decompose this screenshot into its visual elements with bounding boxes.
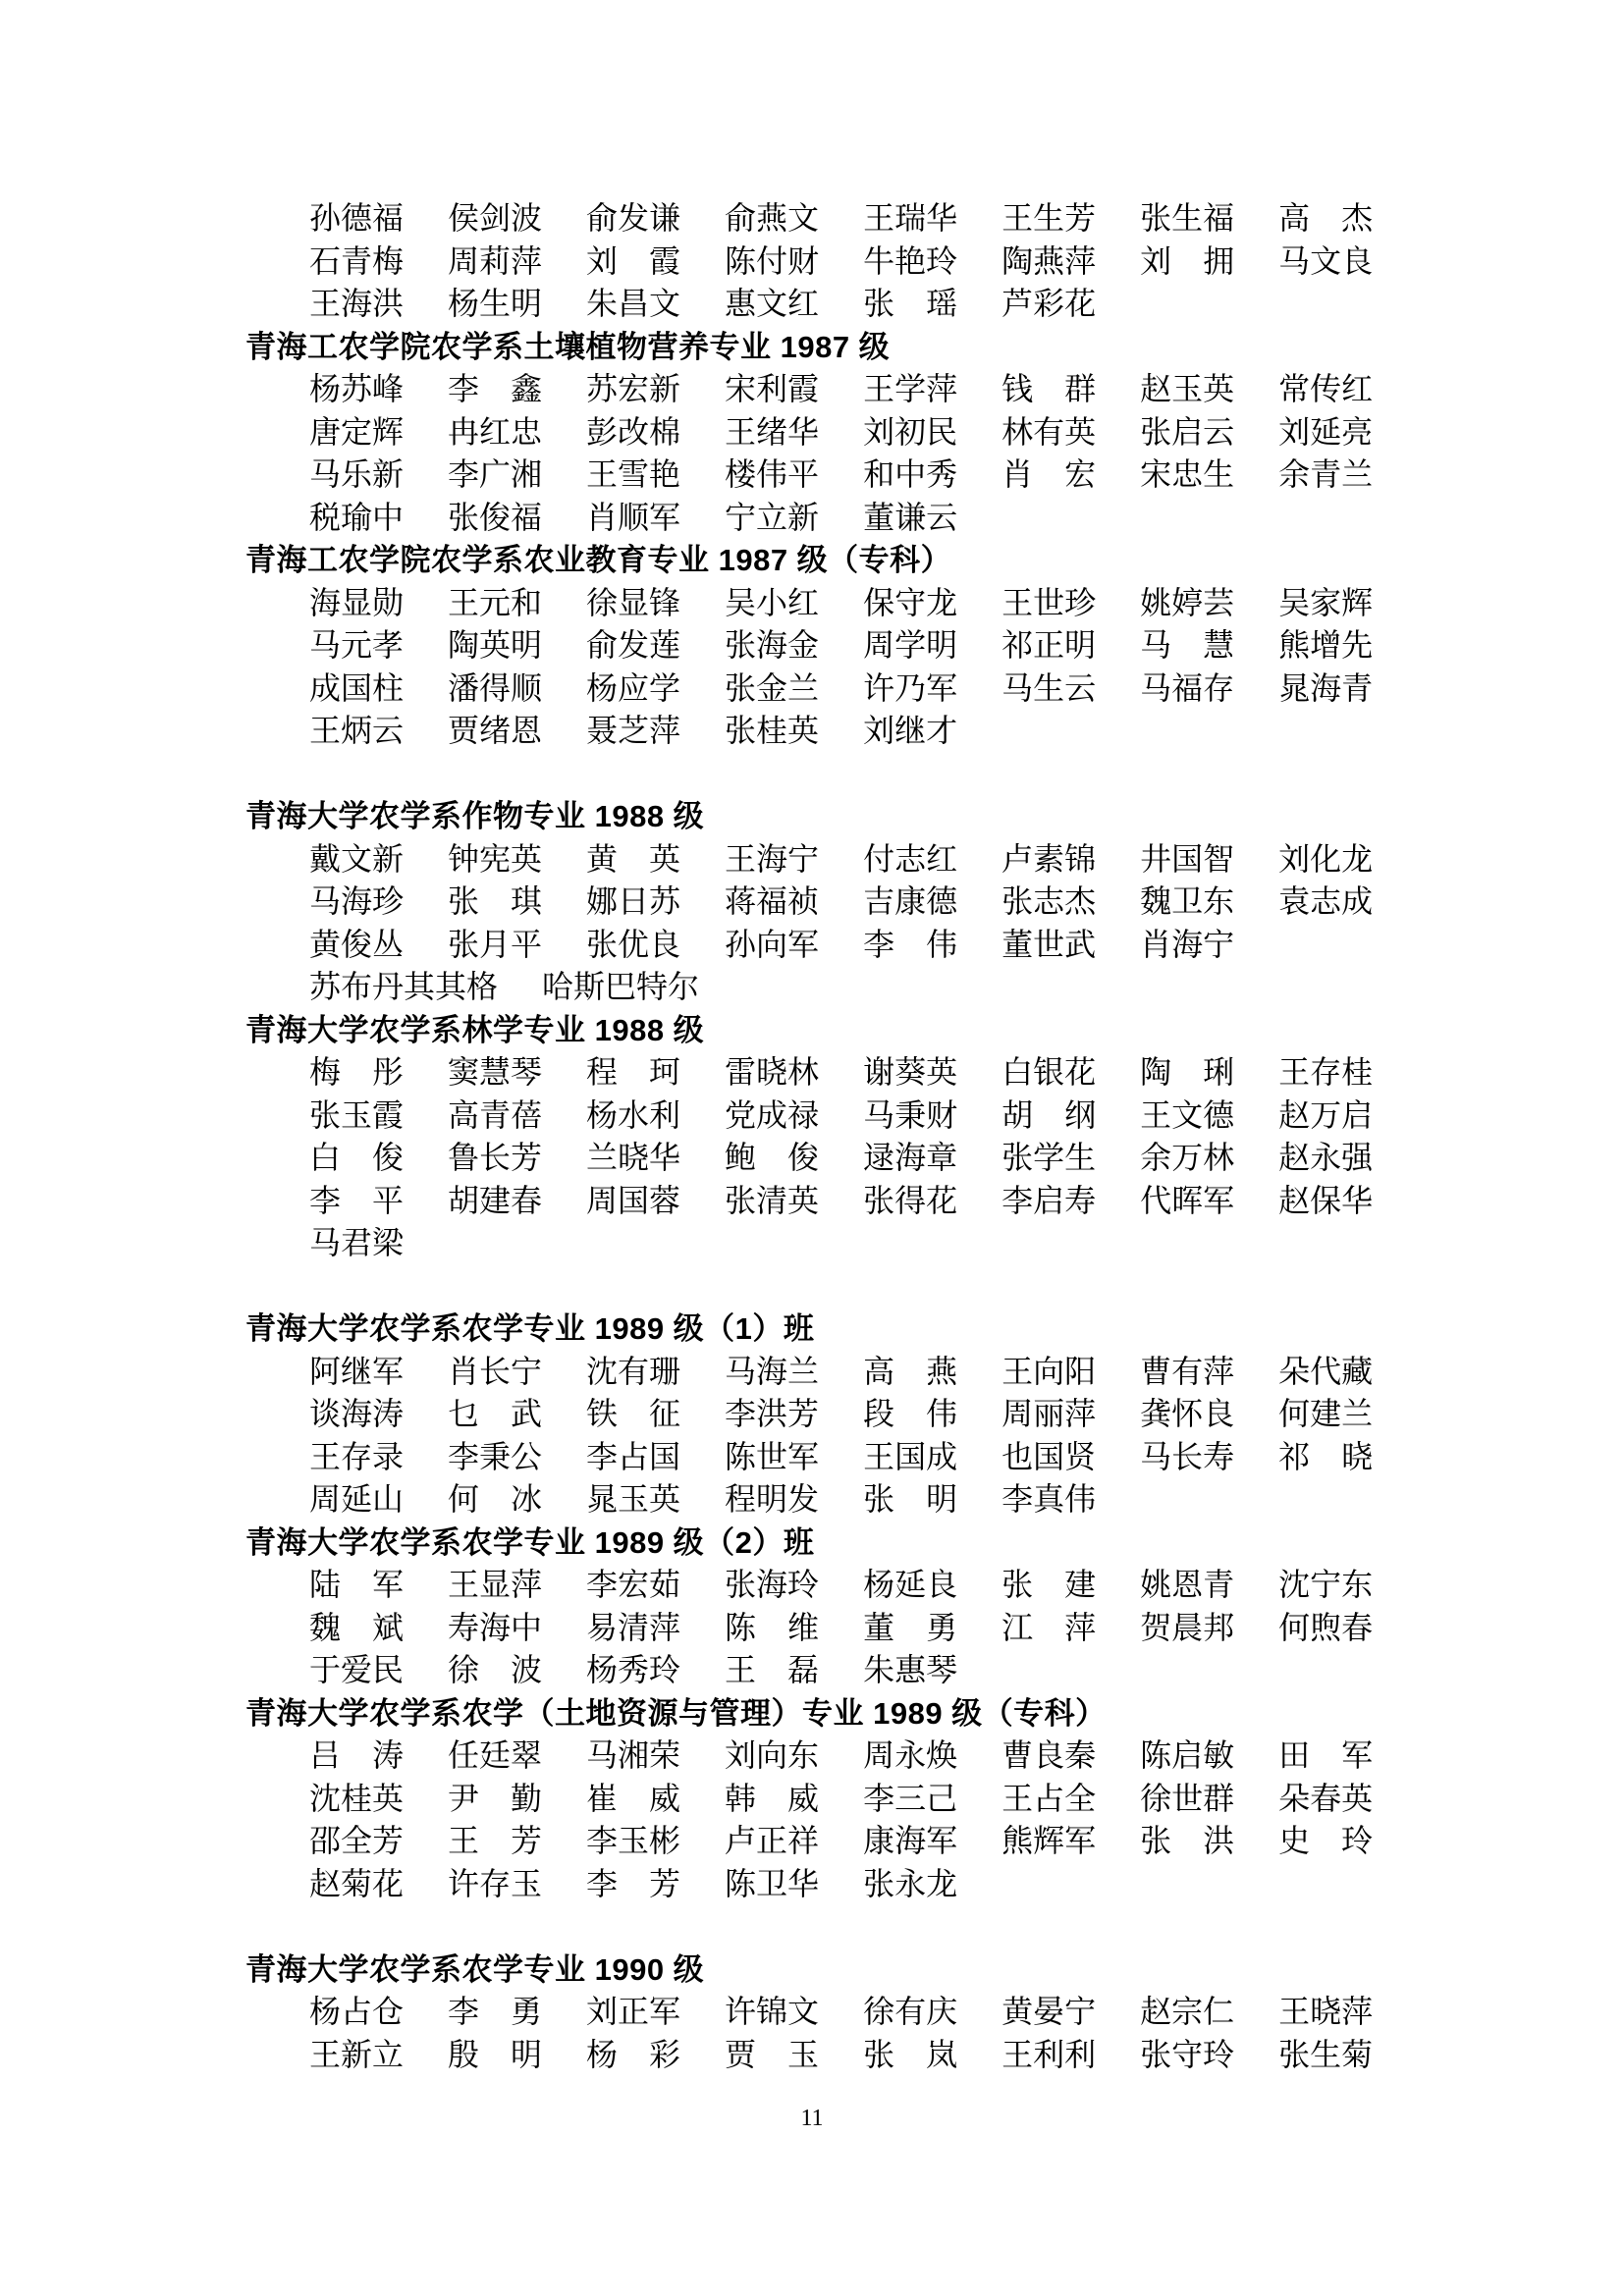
person-name: 邵全芳 [309,1823,405,1858]
person-name: 孙德福 [309,200,405,236]
person-name: 徐有庆 [863,1994,958,2029]
person-name: 李秉公 [448,1438,543,1474]
name-row [309,881,1506,924]
person-name: 张 建 [1001,1567,1097,1602]
person-name: 李玉彬 [586,1823,681,1858]
person-name: 李洪芳 [725,1396,820,1431]
person-name: 保守龙 [863,584,958,620]
person-name: 戴文新 [309,840,405,877]
person-name: 王利利 [1001,2036,1097,2072]
person-name: 李 平 [309,1182,405,1218]
person-name: 陈启敏 [1140,1737,1235,1773]
person-name: 王存录 [309,1438,405,1474]
person-name: 白 俊 [309,1140,405,1175]
person-name: 铁 征 [586,1396,681,1431]
person-name: 王 芳 [448,1823,543,1858]
person-name: 肖 宏 [1001,456,1097,492]
person-name: 高 燕 [863,1353,958,1389]
person-name: 王显萍 [448,1567,543,1602]
person-name: 李三己 [863,1780,958,1816]
page-number: 11 [800,2106,824,2131]
person-name: 易清萍 [586,1609,681,1645]
person-name: 朵春英 [1278,1780,1374,1816]
person-name: 石青梅 [309,242,405,279]
person-name: 朵代藏 [1278,1353,1374,1389]
person-name: 张永龙 [863,1865,958,1901]
person-name: 余青兰 [1278,456,1374,492]
name-row [309,454,1506,497]
person-name: 马生云 [1001,669,1097,706]
person-name: 惠文红 [725,286,820,321]
person-name: 陈 维 [725,1609,820,1645]
name-row [309,1820,1506,1863]
person-name: 龚怀良 [1140,1396,1235,1431]
section-heading: 青海工农学院农学系土壤植物营养专业 1987 级 [245,329,891,364]
person-name: 芦彩花 [1001,286,1097,321]
person-name: 祁 晓 [1278,1438,1374,1474]
person-name: 董谦云 [863,499,958,535]
person-name: 刘正军 [586,1994,681,2029]
person-name: 胡 纲 [1001,1096,1097,1133]
person-name: 杨秀玲 [586,1652,681,1687]
person-name: 梅 彤 [309,1054,405,1090]
person-name: 晁海青 [1278,669,1374,706]
person-name: 陈世军 [725,1438,820,1474]
person-name: 徐世群 [1140,1780,1235,1816]
person-name: 熊增先 [1278,627,1374,663]
class-section [245,539,1506,753]
person-name: 余万林 [1140,1140,1235,1175]
person-name: 于爱民 [309,1652,405,1687]
person-name: 杨占仓 [309,1994,405,2029]
person-name: 马长寿 [1140,1438,1235,1474]
person-name: 李占国 [586,1438,681,1474]
person-name: 孙向军 [725,926,820,962]
person-name: 杨苏峰 [309,371,405,406]
person-name: 刘继才 [863,713,958,748]
person-name: 崔 威 [586,1780,681,1816]
name-row [309,710,1506,753]
person-name: 宁立新 [725,499,820,535]
person-name: 常传红 [1278,371,1374,406]
person-name: 魏 斌 [309,1609,405,1645]
person-name: 寿海中 [448,1609,543,1645]
person-name: 谢葵英 [863,1054,958,1090]
person-name: 沈有珊 [586,1353,681,1389]
name-row [309,838,1506,881]
person-name: 林有英 [1001,413,1097,450]
person-name: 张海玲 [725,1567,820,1602]
person-name: 张 洪 [1140,1823,1235,1858]
person-name: 赵万启 [1278,1096,1374,1133]
name-row [309,624,1506,667]
person-name: 贺晨邦 [1140,1609,1235,1645]
section-heading: 青海大学农学系农学专业 1990 级 [245,1951,705,1987]
person-name: 赵玉英 [1140,371,1235,406]
name-row [309,1564,1506,1607]
person-name: 马元孝 [309,627,405,663]
name-row [309,1436,1506,1479]
person-name: 杨应学 [586,669,681,706]
person-name: 曹有萍 [1140,1353,1235,1389]
person-name: 付志红 [863,840,958,877]
person-name: 田 军 [1278,1737,1374,1773]
person-name: 俞发谦 [586,200,681,236]
person-name: 王学萍 [863,371,958,406]
person-name: 李广湘 [448,456,543,492]
name-row [309,1863,1506,1906]
name-row [309,1393,1506,1436]
person-name: 张 岚 [863,2036,958,2072]
person-name: 逯海章 [863,1140,958,1175]
name-row [309,1778,1506,1821]
section-heading: 青海大学农学系农学专业 1989 级（1）班 [245,1311,815,1346]
person-name: 朱惠琴 [863,1652,958,1687]
person-name: 许存玉 [448,1865,543,1901]
person-name: 吴家辉 [1278,584,1374,620]
person-name: 段 伟 [863,1396,958,1431]
person-name: 王世珍 [1001,584,1097,620]
person-name: 袁志成 [1278,883,1374,919]
name-row [309,1478,1506,1522]
name-row [309,1180,1506,1223]
person-name: 钱 群 [1001,371,1097,406]
person-name: 海显勋 [309,584,405,620]
person-name: 史 玲 [1278,1823,1374,1858]
person-name: 谈海涛 [309,1396,405,1431]
person-name: 刘 霞 [586,242,681,279]
person-name: 赵菊花 [309,1865,405,1901]
person-name: 肖长宁 [448,1353,543,1389]
person-name: 刘 拥 [1140,242,1235,279]
name-row [309,667,1506,711]
person-name: 周学明 [863,627,958,663]
person-name: 窦慧琴 [448,1054,543,1090]
person-name: 王向阳 [1001,1353,1097,1389]
person-name: 黄晏宁 [1001,1994,1097,2029]
person-name: 王国成 [863,1438,958,1474]
name-row [309,368,1506,411]
person-name: 李 勇 [448,1994,543,2029]
person-name: 娜日苏 [586,883,681,919]
person-name: 李宏茹 [586,1567,681,1602]
person-name: 冉红忠 [448,413,543,450]
person-name: 韩 威 [725,1780,820,1816]
person-name: 马君梁 [309,1225,405,1260]
person-name: 胡建春 [448,1182,543,1218]
person-name: 贾 玉 [725,2036,820,2072]
person-name: 徐显锋 [586,584,681,620]
name-row [309,1735,1506,1778]
name-row [309,1095,1506,1138]
person-name: 何 冰 [448,1481,543,1517]
person-name: 赵保华 [1278,1182,1374,1218]
person-name: 聂芝萍 [586,713,681,748]
person-name: 马湘荣 [586,1737,681,1773]
person-name: 王绪华 [725,413,820,450]
person-name: 李 伟 [863,926,958,962]
person-name: 肖海宁 [1140,926,1235,962]
person-name: 刘向东 [725,1737,820,1773]
person-name: 董 勇 [863,1609,958,1645]
name-row [309,1051,1506,1095]
person-name: 楼伟平 [725,456,820,492]
section-heading: 青海大学农学系作物专业 1988 级 [245,799,705,833]
person-name: 王海洪 [309,286,405,321]
section-heading: 青海工农学院农学系农业教育专业 1987 级（专科） [245,543,952,577]
section-heading: 青海大学农学系农学（土地资源与管理）专业 1989 级（专科） [245,1695,1107,1731]
person-name: 吕 涛 [309,1737,405,1773]
person-name: 尹 勤 [448,1780,543,1816]
person-name: 张生菊 [1278,2036,1374,2072]
person-name: 杨延良 [863,1567,958,1602]
class-section [245,1949,1506,2077]
person-name: 魏卫东 [1140,883,1235,919]
name-row [309,966,1506,1009]
person-name: 王雪艳 [586,456,681,492]
person-name: 陶 琍 [1140,1054,1235,1090]
person-name: 也国贤 [1001,1438,1097,1474]
person-name: 沈宁东 [1278,1567,1374,1602]
document-page [245,197,1506,2076]
person-name: 王海宁 [725,840,820,877]
person-name: 张得花 [863,1182,958,1218]
person-name: 马海兰 [725,1353,820,1389]
person-name: 马福存 [1140,669,1235,706]
person-name: 潘得顺 [448,669,543,706]
name-row [309,1607,1506,1650]
person-name: 刘初民 [863,413,958,450]
person-name: 阿继军 [309,1353,405,1389]
name-row [309,2034,1506,2077]
person-name: 周莉萍 [448,242,543,279]
person-name: 苏宏新 [586,371,681,406]
person-name: 黄 英 [586,840,681,877]
person-name: 张海金 [725,627,820,663]
person-name: 周国蓉 [586,1182,681,1218]
person-name: 董世武 [1001,926,1097,962]
person-name: 周延山 [309,1481,405,1517]
person-name: 成国柱 [309,669,405,706]
class-section [245,795,1506,1009]
person-name: 江 萍 [1001,1609,1097,1645]
person-name: 宋忠生 [1140,456,1235,492]
person-name: 马乐新 [309,456,405,492]
person-name: 程明发 [725,1481,820,1517]
person-name: 赵宗仁 [1140,1994,1235,2029]
person-name: 哈斯巴特尔 [542,969,700,1004]
person-name: 井国智 [1140,840,1235,877]
person-name: 贾绪恩 [448,713,543,748]
class-section [245,1308,1506,1522]
name-row [309,582,1506,625]
person-name: 牛艳玲 [863,242,958,279]
person-name: 陶燕萍 [1001,242,1097,279]
person-name: 苏布丹其其格 [309,969,499,1004]
person-name: 刘化龙 [1278,840,1374,877]
person-name: 李 芳 [586,1865,681,1901]
person-name: 赵永强 [1278,1140,1374,1175]
person-name: 张玉霞 [309,1096,405,1133]
person-name: 张启云 [1140,413,1235,450]
person-name: 康海军 [863,1823,958,1858]
person-name: 任廷翠 [448,1737,543,1773]
person-name: 卢正祥 [725,1823,820,1858]
person-name: 杨 彩 [586,2036,681,2072]
graduate-name-roster [245,197,1506,2076]
person-name: 鲁长芳 [448,1140,543,1175]
person-name: 党成禄 [725,1096,820,1133]
class-section [245,1692,1506,1906]
class-section [245,197,1506,326]
person-name: 周永焕 [863,1737,958,1773]
person-name: 张生福 [1140,200,1235,236]
person-name: 彭改棉 [586,413,681,450]
person-name: 陈卫华 [725,1865,820,1901]
person-name: 张优良 [586,926,681,962]
name-row [309,1649,1506,1692]
person-name: 高 杰 [1278,200,1374,236]
person-name: 李真伟 [1001,1481,1097,1517]
person-name: 王炳云 [309,713,405,748]
person-name: 张守玲 [1140,2036,1235,2072]
person-name: 王新立 [309,2036,405,2072]
person-name: 马海珍 [309,883,405,919]
section-heading: 青海大学农学系农学专业 1989 级（2）班 [245,1524,815,1560]
name-row [309,283,1506,326]
person-name: 王晓萍 [1278,1994,1374,2029]
person-name: 王存桂 [1278,1054,1374,1090]
person-name: 雷晓林 [725,1054,820,1090]
person-name: 何煦春 [1278,1609,1374,1645]
person-name: 王瑞华 [863,200,958,236]
person-name: 俞发莲 [586,627,681,663]
person-name: 王文德 [1140,1096,1235,1133]
person-name: 殷 明 [448,2036,543,2072]
person-name: 张志杰 [1001,883,1097,919]
name-row [309,1351,1506,1394]
person-name: 蒋福祯 [725,883,820,919]
person-name: 张俊福 [448,499,543,535]
person-name: 钟宪英 [448,840,543,877]
name-row [309,1137,1506,1180]
person-name: 唐定辉 [309,413,405,450]
person-name: 乜 武 [448,1396,543,1431]
class-section [245,326,1506,540]
person-name: 杨水利 [586,1096,681,1133]
name-row [309,197,1506,240]
person-name: 白银花 [1001,1054,1097,1090]
person-name: 俞燕文 [725,200,820,236]
person-name: 晁玉英 [586,1481,681,1517]
class-section [245,1009,1506,1265]
person-name: 陆 军 [309,1567,405,1602]
person-name: 侯剑波 [448,200,543,236]
person-name: 鲍 俊 [725,1140,820,1175]
person-name: 代晖军 [1140,1182,1235,1218]
name-row [309,497,1506,540]
person-name: 熊辉军 [1001,1823,1097,1858]
person-name: 税瑜中 [309,499,405,535]
person-name: 杨生明 [448,286,543,321]
person-name: 兰晓华 [586,1140,681,1175]
person-name: 姚恩青 [1140,1567,1235,1602]
person-name: 李 鑫 [448,371,543,406]
person-name: 张学生 [1001,1140,1097,1175]
person-name: 何建兰 [1278,1396,1374,1431]
person-name: 张 明 [863,1481,958,1517]
person-name: 王 磊 [725,1652,820,1687]
person-name: 朱昌文 [586,286,681,321]
name-row [309,411,1506,454]
name-row [309,1222,1506,1265]
person-name: 卢素锦 [1001,840,1097,877]
person-name: 宋利霞 [725,371,820,406]
person-name: 肖顺军 [586,499,681,535]
person-name: 祁正明 [1001,627,1097,663]
person-name: 马秉财 [863,1096,958,1133]
person-name: 姚婷芸 [1140,584,1235,620]
section-heading: 青海大学农学系林学专业 1988 级 [245,1012,705,1047]
person-name: 张金兰 [725,669,820,706]
person-name: 刘延亮 [1278,413,1374,450]
person-name: 徐 波 [448,1652,543,1687]
person-name: 马文良 [1278,242,1374,279]
person-name: 张清英 [725,1182,820,1218]
person-name: 王生芳 [1001,200,1097,236]
person-name: 张 瑶 [863,286,958,321]
person-name: 陶英明 [448,627,543,663]
person-name: 许乃军 [863,669,958,706]
person-name: 许锦文 [725,1994,820,2029]
person-name: 黄俊丛 [309,926,405,962]
person-name: 李启寿 [1001,1182,1097,1218]
person-name: 和中秀 [863,456,958,492]
class-section [245,1522,1506,1692]
person-name: 张 琪 [448,883,543,919]
person-name: 张月平 [448,926,543,962]
person-name: 吉康德 [863,883,958,919]
person-name: 吴小红 [725,584,820,620]
name-row [309,924,1506,967]
person-name: 马 慧 [1140,627,1235,663]
name-row [309,240,1506,284]
person-name: 张桂英 [725,713,820,748]
person-name: 陈付财 [725,242,820,279]
person-name: 王元和 [448,584,543,620]
person-name: 程 珂 [586,1054,681,1090]
name-row [309,1991,1506,2034]
person-name: 曹良秦 [1001,1737,1097,1773]
person-name: 周丽萍 [1001,1396,1097,1431]
person-name: 王占全 [1001,1780,1097,1816]
person-name: 高青蓓 [448,1096,543,1133]
person-name: 沈桂英 [309,1780,405,1816]
